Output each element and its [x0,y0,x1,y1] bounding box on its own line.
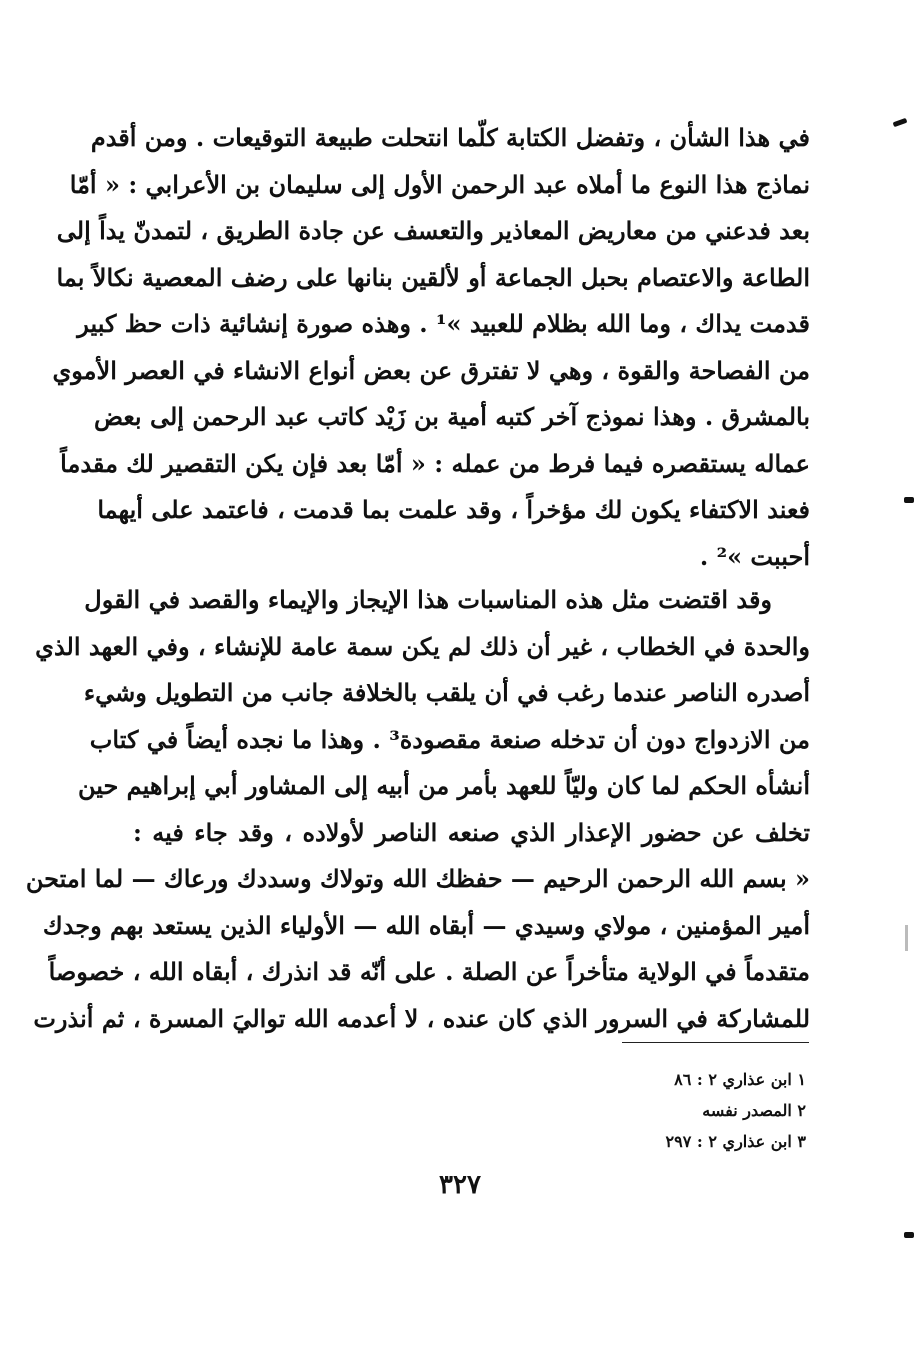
scan-artifact-mark [904,1232,914,1238]
text-line: بالمشرق . وهذا نموذج آخر كتبه أمية بن زَيْد كاتب عبد الرحمن إلى بعض [93,402,810,431]
footnote-1: ١ ابن عذاري ٢ : ٨٦ [674,1070,806,1089]
text-line: نماذج هذا النوع ما أملاه عبد الرحمن الأول إلى سليمان بن الأعرابي : « أمّا [69,169,810,199]
scan-artifact-mark [893,118,908,127]
text-line: أحببت »² . [699,541,810,571]
text-line: من الازدواج دون أن تدخله صنعة مقصودة³ . وهذا ما نجده أيضاً في كتاب [89,724,810,754]
text-line: للمشاركة في السرور الذي كان عنده ، لا أعدمه الله تواليَ المسرة ، ثم أنذرت [33,1003,810,1033]
text-line: بعد فدعني من معاريض المعاذير والتعسف عن جادة الطريق ، لتمدنّ يداً إلى [56,216,810,245]
text-line: من الفصاحة والقوة ، وهي لا تفترق عن بعض أنواع الانشاء في العصر الأموي [52,355,810,385]
text-line: أصدره الناصر عندما رغب في أن يلقب بالخلافة جانب من التطويل وشيء [83,678,810,707]
body-paragraph-2 [25,577,810,1042]
text-line: عماله يستقصره فيما فرط من عمله : « أمّا بعد فإن يكن التقصير لك مقدماً [60,448,810,478]
footnote-divider [622,1042,809,1043]
text-line: في هذا الشأن ، وتفضل الكتابة كلّما انتحلت طبيعة التوقيعات . ومن أقدم [90,123,810,152]
text-line: تخلف عن حضور الإعذار الذي صنعه الناصر لأولاده ، وقد جاء فيه : [133,817,810,847]
text-line: والحدة في الخطاب ، غير أن ذلك لم يكن سمة عامة للإنشاء ، وفي العهد الذي [35,631,810,661]
text-line: وقد اقتضت مثل هذه المناسبات هذا الإيجاز والإيماء والقصد في القول [84,585,772,614]
text-line: قدمت يداك ، وما الله بظلام للعبيد »¹ . وهذه صورة إنشائية ذات حظ كبير [77,309,810,338]
scan-artifact-mark [905,925,908,951]
body-paragraph-1 [52,115,810,580]
footnote-3: ٣ ابن عذاري ٢ : ٢٩٧ [665,1132,806,1151]
scan-artifact-mark [904,497,914,503]
text-line: فعند الاكتفاء يكون لك مؤخراً ، وقد علمت بما قدمت ، فاعتمد على أيهما [97,495,810,524]
text-line: أمير المؤمنين ، مولاي وسيدي — أبقاه الله — الأولياء الذين يستعد بهم وجدك [42,910,810,940]
text-line: أنشأه الحكم لما كان وليّاً للعهد بأمر من أبيه إلى المشاور أبي إبراهيم حين [77,771,810,800]
text-line: الطاعة والاعتصام بحبل الجماعة أو لألقين بنانها على رضف المعصية نكالاً بما [56,262,810,292]
footnote-2: ٢ المصدر نفسه [702,1101,806,1120]
page-number: ٣٢٧ [439,1170,481,1200]
text-line: متقدماً في الولاية متأخراً عن الصلة . على أنّه قد انذرك ، أبقاه الله ، خصوصاً [48,957,810,986]
footnotes [560,1064,806,1157]
text-line: « بسم الله الرحمن الرحيم — حفظك الله وتولاك وسددك ورعاك — لما امتحن [25,864,810,893]
